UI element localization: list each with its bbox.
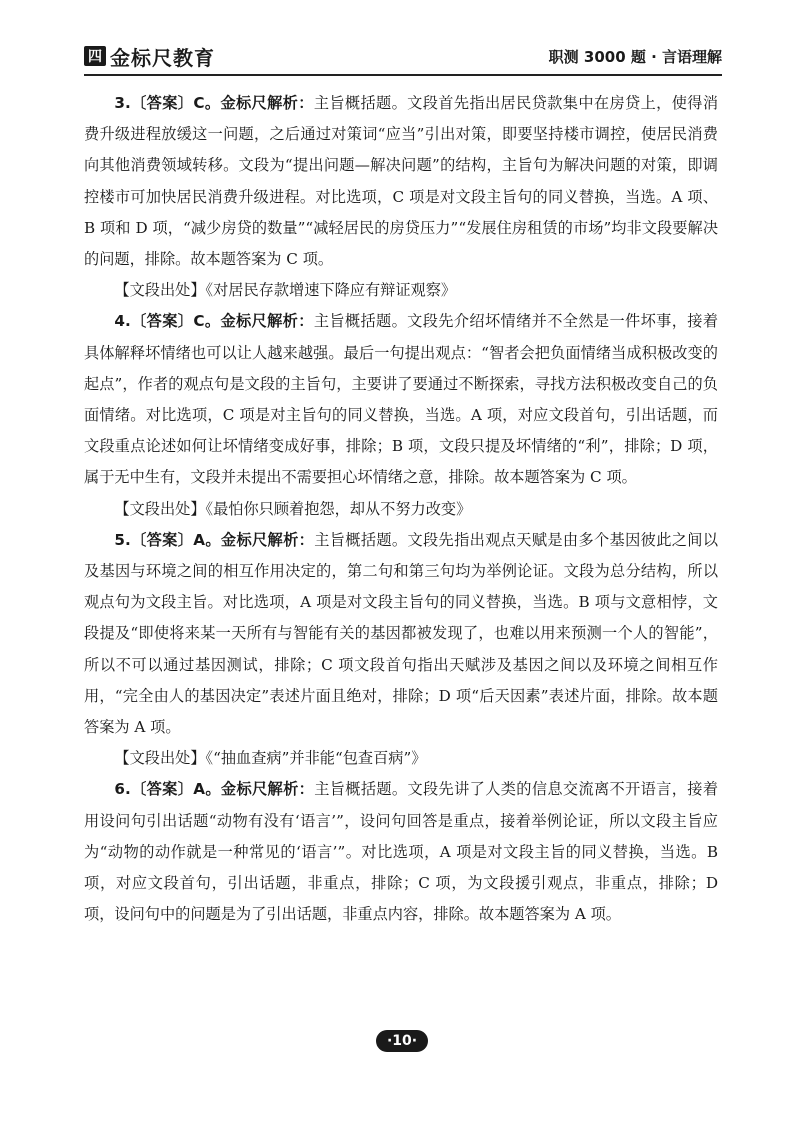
source-5 xyxy=(84,743,718,774)
source-3 xyxy=(84,275,718,306)
analysis-text: 主旨概括题。文段先指出观点天赋是由多个基因彼此之间以及基因与环境之间的相互作用决定的，第二句和第三句均为举例论证。文段为总分结构，所以观点句为文段主旨。对比选项，A 项是对文段主旨句的同义替换，当选。B 项与文意相悖，文段提及“即使将来某一天所有与智能有关的基因都被发现了，也难以用来预测一个人的智能”，所以不可以通过基因测试，排除；C 项文段首句指出天赋涉及基因之间以及环境之间相互作用，“完全由人的基因决定”表述片面且绝对，排除；D 项“后天因素”表述片面，排除。故本题答案为 A 项。 xyxy=(84,530,719,737)
logo-icon: 四 xyxy=(84,46,106,66)
answer-4 xyxy=(84,306,718,493)
analysis-label: 金标尺解析： xyxy=(220,94,314,112)
page-header xyxy=(84,38,722,76)
source-4 xyxy=(84,494,718,525)
answer-prefix: 6.〔答案〕A。 xyxy=(114,780,221,799)
analysis-text: 主旨概括题。文段先讲了人类的信息交流离不开语言，接着用设问句引出话题“动物有没有‘语言’”，设问句回答是重点，接着举例论证，所以文段主旨应为“动物的动作就是一种常见的‘语言’”。对比选项，A 项是对文段主旨的同义替换，当选。B 项，对应文段首句，引出话题，非重点，排除；C 项，为文段援引观点，非重点，排除；D 项，设问句中的问题是为了引出话题，非重点内容，排除。故本题答案为 A 项。 xyxy=(84,780,719,924)
analysis-label: 金标尺解析： xyxy=(220,780,315,799)
source-label: 【文段出处】 xyxy=(114,499,206,518)
source-label: 【文段出处】 xyxy=(114,281,206,300)
source-label: 【文段出处】 xyxy=(114,749,206,768)
answer-prefix: 4.〔答案〕C。 xyxy=(114,312,221,331)
answer-content xyxy=(84,88,718,930)
brand-logo xyxy=(84,42,215,71)
answer-5 xyxy=(84,525,718,743)
answer-prefix: 5.〔答案〕A。 xyxy=(114,530,221,549)
answer-prefix: 3.〔答案〕C。 xyxy=(114,94,221,112)
analysis-label: 金标尺解析： xyxy=(220,312,314,331)
answer-6 xyxy=(84,774,718,930)
analysis-label: 金标尺解析： xyxy=(220,530,315,549)
analysis-text: 主旨概括题。文段首先指出居民贷款集中在房贷上，使得消费升级进程放缓这一问题，之后通过对策词“应当”引出对策，即要坚持楼市调控，使居民消费向其他消费领域转移。文段为“提出问题—解决问题”的结构，主旨句为解决问题的对策，即调控楼市可加快居民消费升级进程。对比选项，C 项是对文段主旨句的同义替换，当选。A 项、B 项和 D 项，“减少房贷的数量”“减轻居民的房贷压力”“发展住房租赁的市场”均非文段要解决的问题，排除。故本题答案为 C 项。 xyxy=(84,94,719,269)
source-title: 《对居民存款增速下降应有辩证观察》 xyxy=(205,281,457,300)
answer-3 xyxy=(84,88,718,275)
analysis-text: 主旨概括题。文段先介绍坏情绪并不全然是一件坏事，接着具体解释坏情绪也可以让人越来越强。最后一句提出观点：“智者会把负面情绪当成积极改变的起点”，作者的观点句是文段的主旨句，主要讲了要通过不断探索，寻找方法积极改变自己的负面情绪。对比选项，C 项是对主旨句的同义替换，当选。A 项，对应文段首句，引出话题，而文段重点论述如何让坏情绪变成好事，排除；B 项，文段只提及坏情绪的“利”，排除；D 项，属于无中生有，文段并未提出不需要担心坏情绪之意，排除。故本题答案为 C 项。 xyxy=(84,312,719,487)
logo-text: 金标尺教育 xyxy=(110,45,215,70)
book-title: 职测 3000 题 · 言语理解 xyxy=(548,47,722,66)
source-title: 《“抽血查病”并非能“包查百病”》 xyxy=(205,749,427,768)
page-number: ·10· xyxy=(376,1030,428,1052)
source-title: 《最怕你只顾着抱怨，却从不努力改变》 xyxy=(205,499,472,518)
